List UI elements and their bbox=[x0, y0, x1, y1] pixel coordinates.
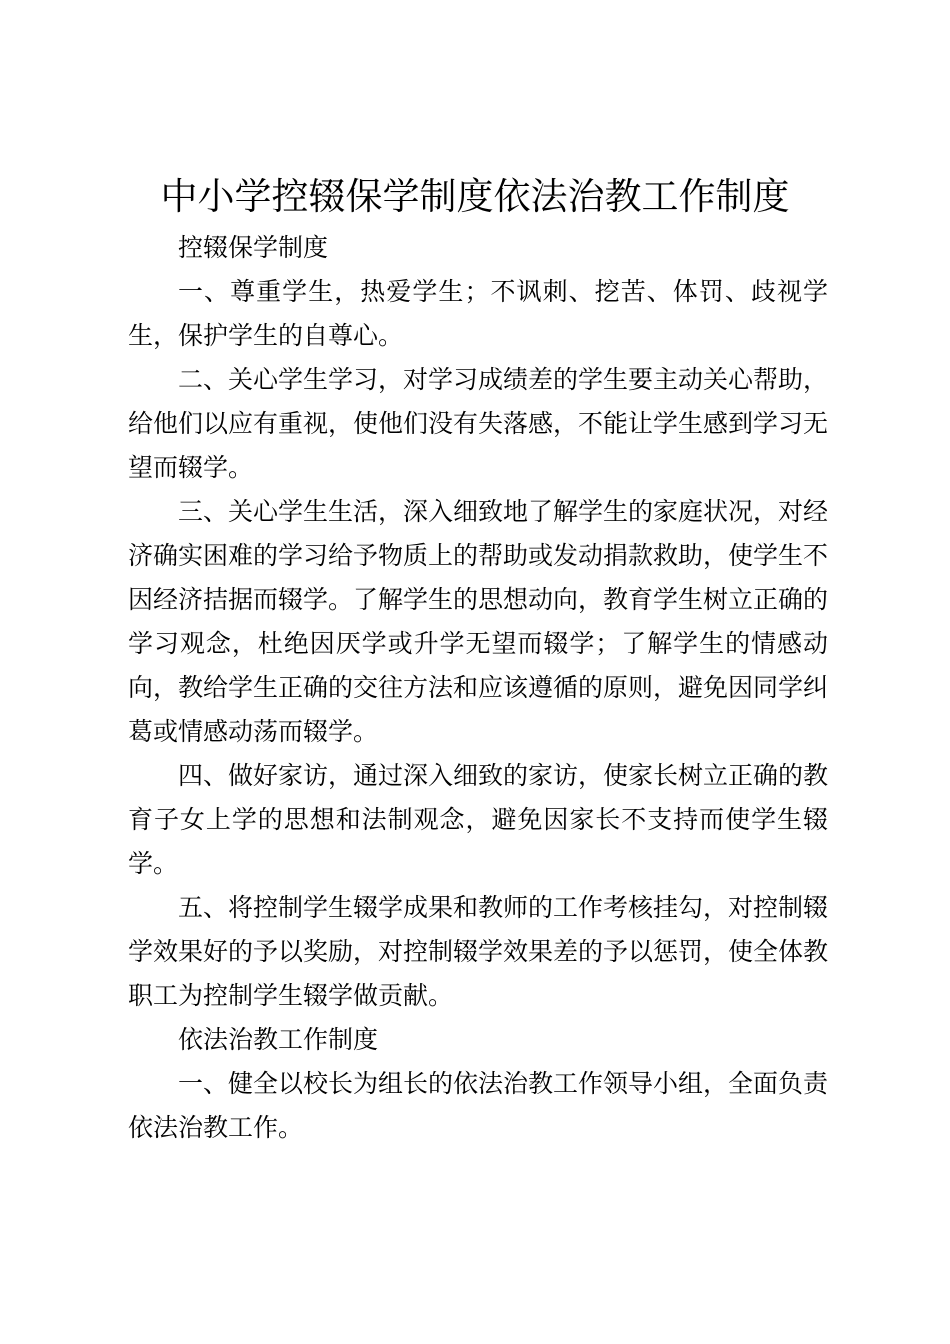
section-heading-law-based-education: 依法治教工作制度 bbox=[178, 1025, 379, 1054]
document-body bbox=[128, 226, 828, 1150]
paragraph: 三、关心学生生活，深入细致地了解学生的家庭状况，对经济确实困难的学习给予物质上的帮助或发动捐款救助，使学生不因经济拮据而辍学。了解学生的思想动向，教育学生树立正确的学习观念，杜绝因厌学或升学无望而辍学；了解学生的情感动向，教给学生正确的交往方法和应该遵循的原则，避免因同学纠葛或情感动荡而辍学。 bbox=[128, 497, 829, 746]
paragraph: 五、将控制学生辍学成果和教师的工作考核挂勾，对控制辍学效果好的予以奖励，对控制辍学效果差的予以惩罚，使全体教职工为控制学生辍学做贡献。 bbox=[128, 893, 829, 1010]
paragraph: 一、尊重学生，热爱学生；不讽刺、挖苦、体罚、歧视学生，保护学生的自尊心。 bbox=[128, 277, 828, 350]
paragraph: 一、健全以校长为组长的依法治教工作领导小组，全面负责依法治教工作。 bbox=[128, 1069, 829, 1142]
paragraph: 二、关心学生学习，对学习成绩差的学生要主动关心帮助，给他们以应有重视，使他们没有失落感，不能让学生感到学习无望而辍学。 bbox=[128, 365, 829, 482]
section-heading-dropout-control: 控辍保学制度 bbox=[178, 233, 329, 262]
paragraph: 四、做好家访，通过深入细致的家访，使家长树立正确的教育子女上学的思想和法制观念，避免因家长不支持而使学生辍学。 bbox=[128, 761, 829, 878]
document-title: 中小学控辍保学制度依法治教工作制度 bbox=[160, 175, 790, 218]
